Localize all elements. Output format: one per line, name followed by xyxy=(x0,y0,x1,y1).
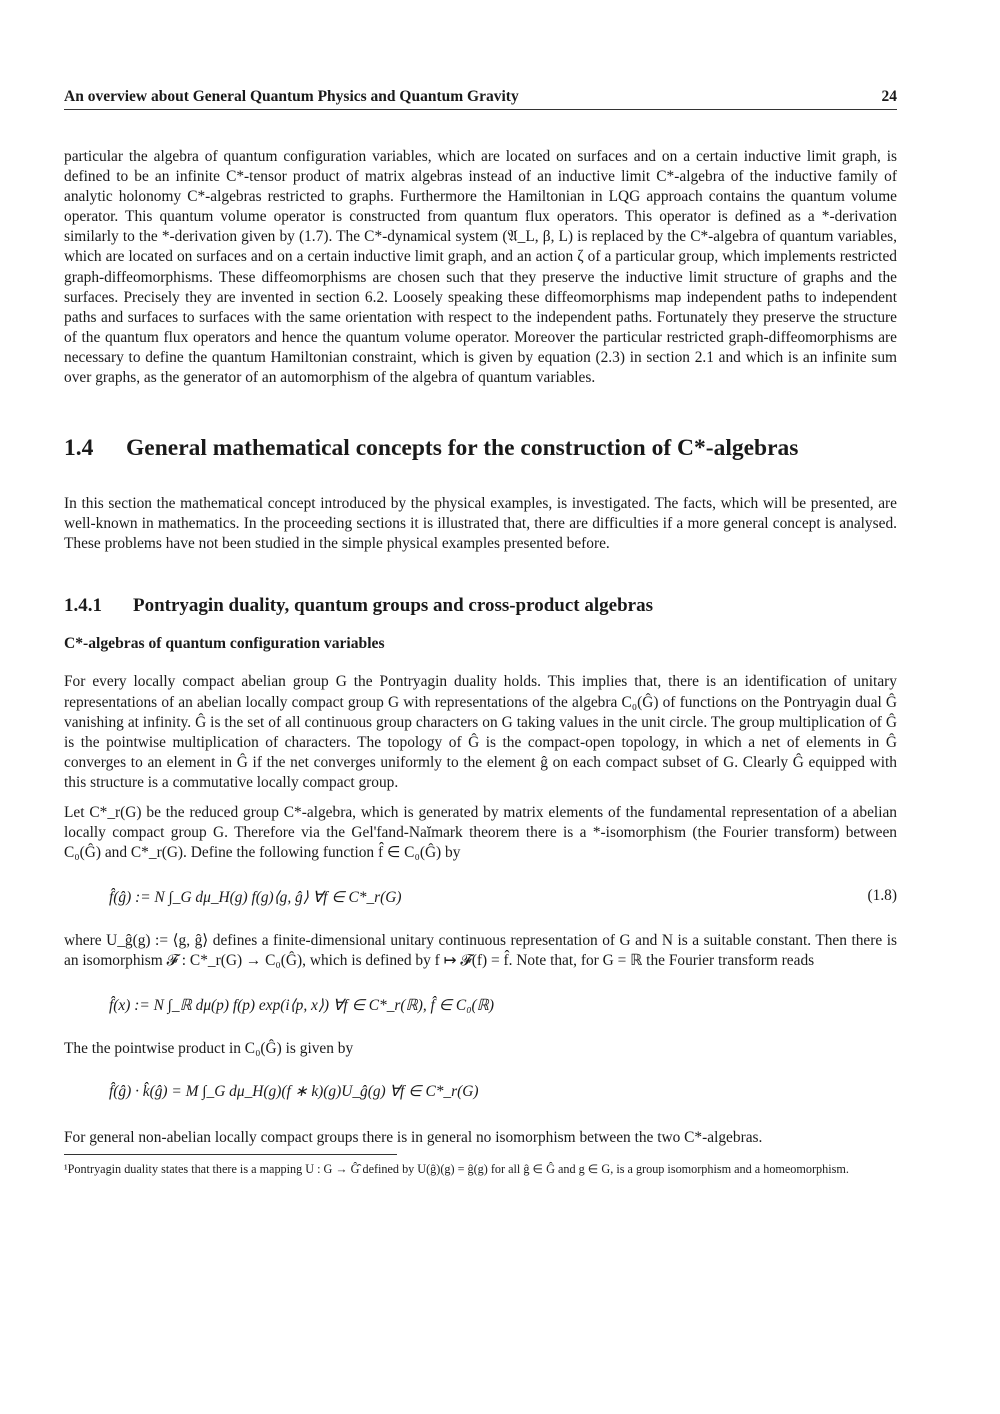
footnote: ¹Pontryagin duality states that there is a mapping U : G → Ĝ̂ defined by U(ĝ)(g) = ĝ(g) for all ĝ ∈ Ĝ and g ∈ G, is a group isomorphism and a homeomorphism. xyxy=(64,1161,849,1176)
where-paragraph: where U_ĝ(g) := ⟨g, ĝ⟩ defines a finite-dimensional unitary continuous representation of G and N is a suitable constant. Then there is an isomorphism 𝓕 : C*_r(G) → C₀(Ĝ), which is defined by f ↦ 𝓕(f) = f̂. Note that, for G = ℝ the Fourier transform reads xyxy=(64,932,897,970)
section-intro-paragraph: In this section the mathematical concept introduced by the physical examples, is investigated. The facts, which will be presented, are well-known in mathematics. In the proceeding sections it is illustrated that, there are difficulties if a more general concept is analysed. These problems have not been studied in the simple physical examples presented before. xyxy=(64,495,897,553)
paper-page xyxy=(64,88,897,1177)
section-heading xyxy=(64,435,897,462)
section-number: 1.4 xyxy=(64,435,94,462)
running-head xyxy=(64,88,897,110)
pontryagin-paragraph: For every locally compact abelian group G the Pontryagin duality holds. This implies that, there is an identification of unitary representations of an abelian locally compact group G with representations of the algebra C₀(Ĝ) of functions on the Pontryagin dual Ĝ vanishing at infinity. Ĝ is the set of all continuous group characters on G taking values in the unit circle. The group multiplication of Ĝ is the pointwise multiplication of characters. The topology of Ĝ is the compact-open topology, in which a net of elements in Ĝ converges to an element in Ĝ if the net converges uniformly to the element ĝ on each compact subset of G. Clearly Ĝ equipped with this structure is a commutative locally compact group. xyxy=(64,673,897,791)
nonabelian-paragraph: For general non-abelian locally compact groups there is in general no isomorphism between the two C*-algebras. xyxy=(64,1128,763,1146)
equation-fourier-real xyxy=(64,977,897,1033)
subsection-title: Pontryagin duality, quantum groups and cross-product algebras xyxy=(133,595,653,617)
equation-pointwise-product xyxy=(64,1064,897,1120)
intro-paragraph: particular the algebra of quantum configuration variables, which are located on surfaces and on a certain inductive limit graph, is defined to be an infinite C*-tensor product of matrix algebras instead of an inductive limit C*-algebra of the inductive family of analytic holonomy C*-algebras restricted to graphs. Furthermore the Hamiltonian in LQG approach contains the quantum volume operator. This quantum volume operator is constructed from quantum flux operators. This operator is defined as a *-derivation similarly to the *-derivation given by (1.7). The C*-dynamical system (𝔄_L, β, L) is replaced by the C*-algebra of quantum variables, which are located on surfaces and on a certain inductive limit graph, and an action ζ of a particular group, which implements restricted graph-diffeomorphisms. These diffeomorphisms are chosen such that they preserve the inductive limit structure of graphs and the surfaces. Precisely they are invented in section 6.2. Loosely speaking these diffeomorphisms map independent paths to independent paths and surfaces to surfaces with the same orientation with respect to the independent paths. Fortunately they preserve the structure of the quantum flux operators and hence the quantum volume operator. Moreover the particular restricted graph-diffeomorphisms are necessary to define the quantum Hamiltonian constraint, which is given by equation (2.3) in section 2.1 and which is an infinite sum over graphs, as the generator of an automorphism of the algebra of quantum variables. xyxy=(64,148,897,387)
page-number: 24 xyxy=(881,88,897,105)
paragraph-heading: C*-algebras of quantum configuration variables xyxy=(64,635,385,653)
section-title: General mathematical concepts for the construction of C*-algebras xyxy=(126,435,799,462)
subsection-heading xyxy=(64,595,897,617)
equation-pointwise-product-body: f̂(ĝ) · k̂(ĝ) = M ∫_G dμ_H(g)(f ∗ k)(g)U_ĝ(g) ∀f ∈ C*_r(G) xyxy=(109,1083,479,1101)
pointwise-paragraph: The the pointwise product in C₀(Ĝ) is given by xyxy=(64,1040,354,1058)
reduced-algebra-paragraph: Let C*_r(G) be the reduced group C*-algebra, which is generated by matrix elements of the fundamental representation of a abelian locally compact group G. Therefore via the Gel'fand-Naĭmark theorem there is a *-isomorphism (the Fourier transform) between C₀(Ĝ) and C*_r(G). Define the following function f̂ ∈ C₀(Ĝ) by xyxy=(64,803,897,862)
equation-1-8 xyxy=(64,869,897,925)
subsection-number: 1.4.1 xyxy=(64,595,102,617)
equation-1-8-body: f̂(ĝ) := N ∫_G dμ_H(g) f(g)⟨g, ĝ⟩ ∀f ∈ C*_r(G) xyxy=(109,888,402,906)
equation-1-8-tag: (1.8) xyxy=(867,887,897,905)
footnote-rule xyxy=(64,1154,397,1155)
equation-fourier-real-body: f̂(x) := N ∫_ℝ dμ(p) f(p) exp(i⟨p, x⟩) ∀f ∈ C*_r(ℝ), f̂ ∈ C₀(ℝ) xyxy=(109,996,494,1014)
running-head-title: An overview about General Quantum Physics and Quantum Gravity xyxy=(64,88,519,105)
